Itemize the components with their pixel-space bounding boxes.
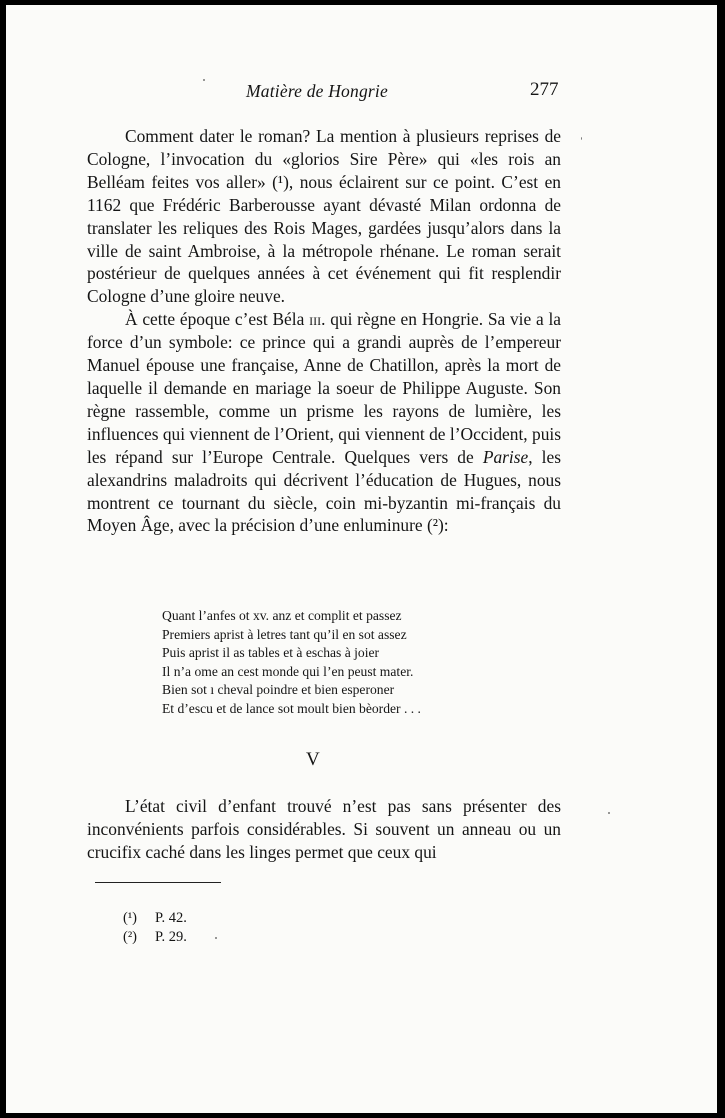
paper-speck (203, 79, 205, 81)
verse-line: Premiers aprist à letres tant qu’il en sot assez (162, 626, 407, 642)
paragraph-bela-iii (87, 308, 561, 537)
paper-speck (581, 137, 582, 140)
work-title-parise: Parise (482, 446, 529, 467)
footnote-mark: (²) (123, 929, 138, 945)
paper-speck (215, 937, 217, 939)
regnal-numeral: iii. (309, 309, 326, 330)
page-number: 277 (530, 79, 559, 100)
verse-line: Et d’escu et de lance sot moult bien bèorder . . . (162, 700, 421, 716)
book-page (6, 5, 717, 1113)
paragraph-bela-iii-text-end: , les alexandrins maladroits qui décrivent l’éducation de Hugues, nous montrent ce tournant du siècle, coin mi-byzantin mi-français du Moyen Âge, avec la précision d’une enluminure (²): (87, 446, 561, 536)
footnote-text: P. 42. (155, 910, 187, 926)
section-number: V (306, 749, 320, 770)
paragraph-bela-iii-text-start: À cette époque c’est Béla (125, 309, 310, 330)
footnote-text: P. 29. (155, 929, 187, 945)
paper-speck (608, 812, 610, 814)
paragraph-dating-the-romance: Comment dater le roman? La mention à plusieurs reprises de Cologne, l’invocation du «glorios Sire Père» qui «les rois an Belléam feites vos aller» (¹), nous éclairent sur ce point. C’est en 1162 que Frédéric Barberousse ayant dévasté Milan ordonna de translater les reliques des Rois Mages, gardées jusqu’alors dans la ville de saint Ambroise, à la métropole rhénane. Le roman serait postérieur de quelques années à cet événement qui fit resplendir Cologne d’une gloire neuve. (87, 126, 561, 307)
footnote-item (123, 928, 187, 947)
paragraph-civil-status: L’état civil d’enfant trouvé n’est pas sans présenter des inconvénients parfois considérables. Si souvent un anneau ou un crucifix caché dans les linges permet que ceux qui (87, 796, 561, 862)
section-v-text (87, 795, 561, 864)
main-text (87, 125, 561, 537)
running-head (6, 79, 717, 103)
running-title: Matière de Hongrie (246, 81, 388, 101)
footnote-mark: (¹) (123, 910, 138, 926)
footnote-item (123, 909, 187, 928)
verse-line: Il n’a ome an cest monde qui l’en peust mater. (162, 663, 414, 679)
footnote-divider (95, 882, 221, 883)
verse-line: Quant l’anfes ot xv. anz et complit et passez (162, 608, 402, 623)
footnotes (123, 909, 187, 947)
verse-line: Puis aprist il as tables et à eschas à joier (162, 645, 380, 661)
verse-quotation (162, 607, 421, 719)
paragraph-bela-iii-text-middle: qui règne en Hongrie. Sa vie a la force d’un symbole: ce prince qui a grandi auprès de l’empereur Manuel épouse une française, Anne de Chatillon, après la mort de laquelle il demande en mariage la soeur de Philippe Auguste. Son règne rassemble, comme un prisme les rayons de lumière, les influences qui viennent de l’Orient, qui viennent de l’Occident, puis les répand sur l’Europe Centrale. Quelques vers de (87, 309, 561, 467)
verse-line: Bien sot ı cheval poindre et bien esperoner (162, 682, 395, 698)
